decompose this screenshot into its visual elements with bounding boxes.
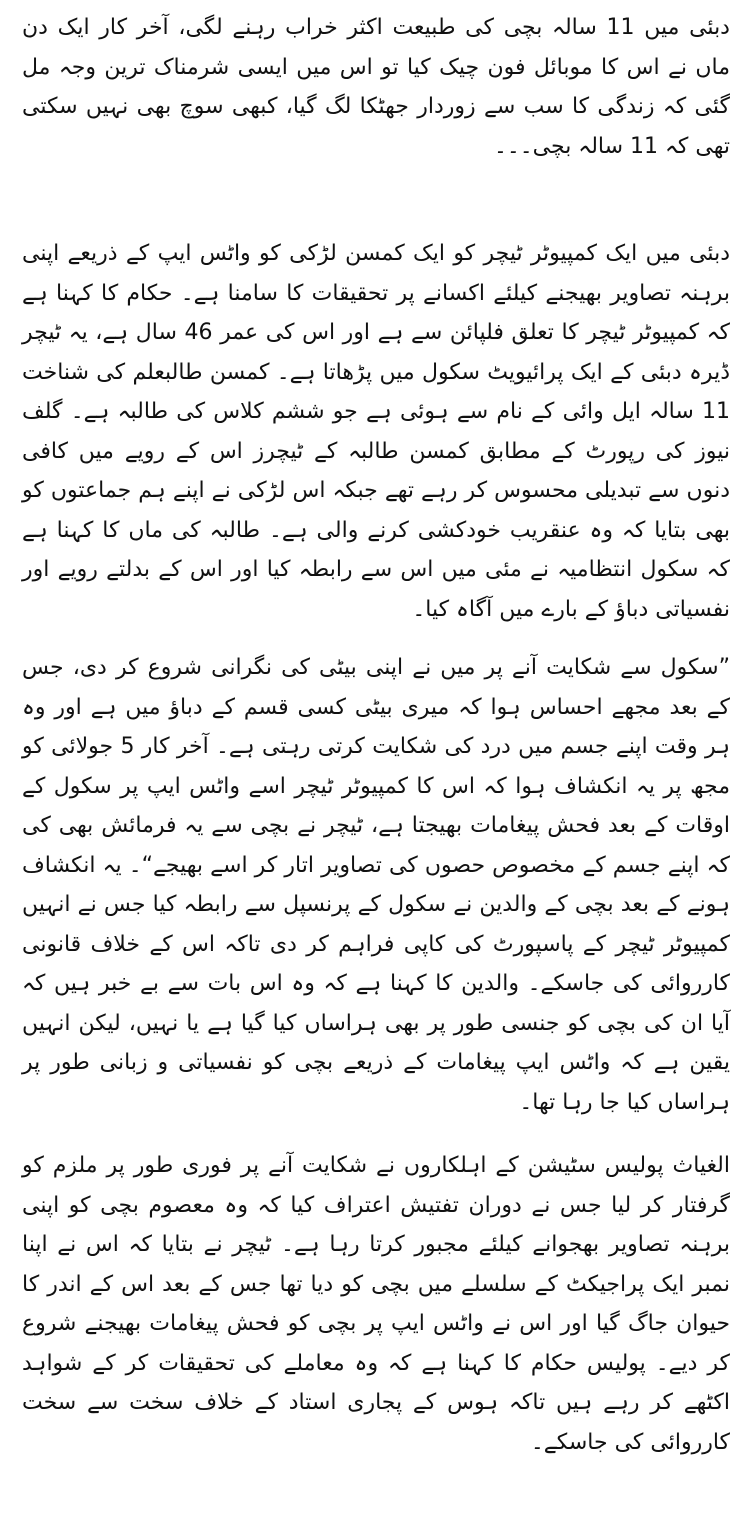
paragraph-intro: دبئی میں 11 سالہ بچی کی طبیعت اکثر خراب رہنے لگی، آخر کار ایک دن ماں نے اس کا موبائل فون چیک کیا تو اس میں ایسی شرمناک ترین وجہ مل گئی کہ زندگی کا سب سے زوردار جھٹکا لگ گیا، کبھی سوچ بھی نہیں سکتی تھی کہ 11 سالہ بچی۔۔۔ [22, 15, 730, 159]
paragraph-mother-statement: ”سکول سے شکایت آنے پر میں نے اپنی بیٹی کی نگرانی شروع کر دی، جس کے بعد مجھے احساس ہوا کہ میری بیٹی کسی قسم کے دباﺅ میں ہے اور وہ ہر وقت اپنے جسم میں درد کی شکایت کرتی رہتی ہے۔ آخر کار 5 جولائی کو مجھ پر یہ انکشاف ہوا کہ اس کا کمپیوٹر ٹیچر اسے واٹس ایپ پر سکول کے اوقات کے بعد فحش پیغامات بھیجتا ہے، ٹیچر نے بچی سے یہ فرمائش بھی کی کہ اپنے جسم کے مخصوص حصوں کی تصاویر اتار کر اسے بھیجے“۔ یہ انکشاف ہونے کے بعد بچی کے والدین نے سکول کے پرنسپل سے رابطہ کیا جس نے انہیں کمپیوٹر ٹیچر کے پاسپورٹ کی کاپی فراہم کر دی تاکہ اس کے خلاف قانونی کارروائی کی جاسکے۔ والدین کا کہنا ہے کہ وہ اس بات سے بے خبر ہیں کہ آیا ان کی بچی کو جنسی طور پر بھی ہراساں کیا گیا ہے یا نہیں، لیکن انہیں یقین ہے کہ واٹس ایپ پیغامات کے ذریعے بچی کو نفسیاتی و زبانی طور پر ہراساں کیا جا رہا تھا۔ [22, 655, 730, 1115]
article-body [22, 0, 730, 1526]
paragraph-investigation: دبئی میں ایک کمپیوٹر ٹیچر کو ایک کمسن لڑکی کو واٹس ایپ کے ذریعے اپنی برہنہ تصاویر بھیجنے کیلئے اکسانے پر تحقیقات کا سامنا ہے۔ حکام کا کہنا ہے کہ کمپیوٹر ٹیچر کا تعلق فلپائن سے ہے اور اس کی عمر 46 سال ہے، یہ ٹیچر ڈیرہ دبئی کے ایک پرائیویٹ سکول میں پڑھاتا ہے۔ کمسن طالبعلم کی شناخت 11 سالہ ایل وائی کے نام سے ہوئی ہے جو ششم کلاس کی طالبہ ہے۔ گلف نیوز کی رپورٹ کے مطابق کمسن طالبہ کے ٹیچرز اس کے رویے میں کافی دنوں سے تبدیلی محسوس کر رہے تھے جبکہ اس لڑکی نے اپنے ہم جماعتوں کو بھی بتایا کہ وہ عنقریب خودکشی کرنے والی ہے۔ طالبہ کی ماں کا کہنا ہے کہ سکول انتظامیہ نے مئی میں اس سے رابطہ کیا اور اس کے بدلتے رویے اور نفسیاتی دباﺅ کے بارے میں آگاہ کیا۔ [22, 241, 731, 622]
paragraph-police-arrest: الغیاث پولیس سٹیشن کے اہلکاروں نے شکایت آنے پر فوری طور پر ملزم کو گرفتار کر لیا جس نے دوران تفتیش اعتراف کیا کہ وہ معصوم بچی کو اپنی برہنہ تصاویر بھجوانے کیلئے مجبور کرتا رہا ہے۔ ٹیچر نے بتایا کہ اس نے اپنا نمبر ایک پراجیکٹ کے سلسلے میں بچی کو دیا تھا جس کے بعد اس کے اندر کا حیوان جاگ گیا اور اس نے واٹس ایپ پر بچی کو فحش پیغامات بھیجنے شروع کر دیے۔ پولیس حکام کا کہنا ہے کہ وہ معاملے کی تحقیقات کر کے شواہد اکٹھے کر رہے ہیں تاکہ ہوس کے پجاری استاد کے خلاف سخت سے سخت کارروائی کی جاسکے۔ [22, 1153, 730, 1455]
